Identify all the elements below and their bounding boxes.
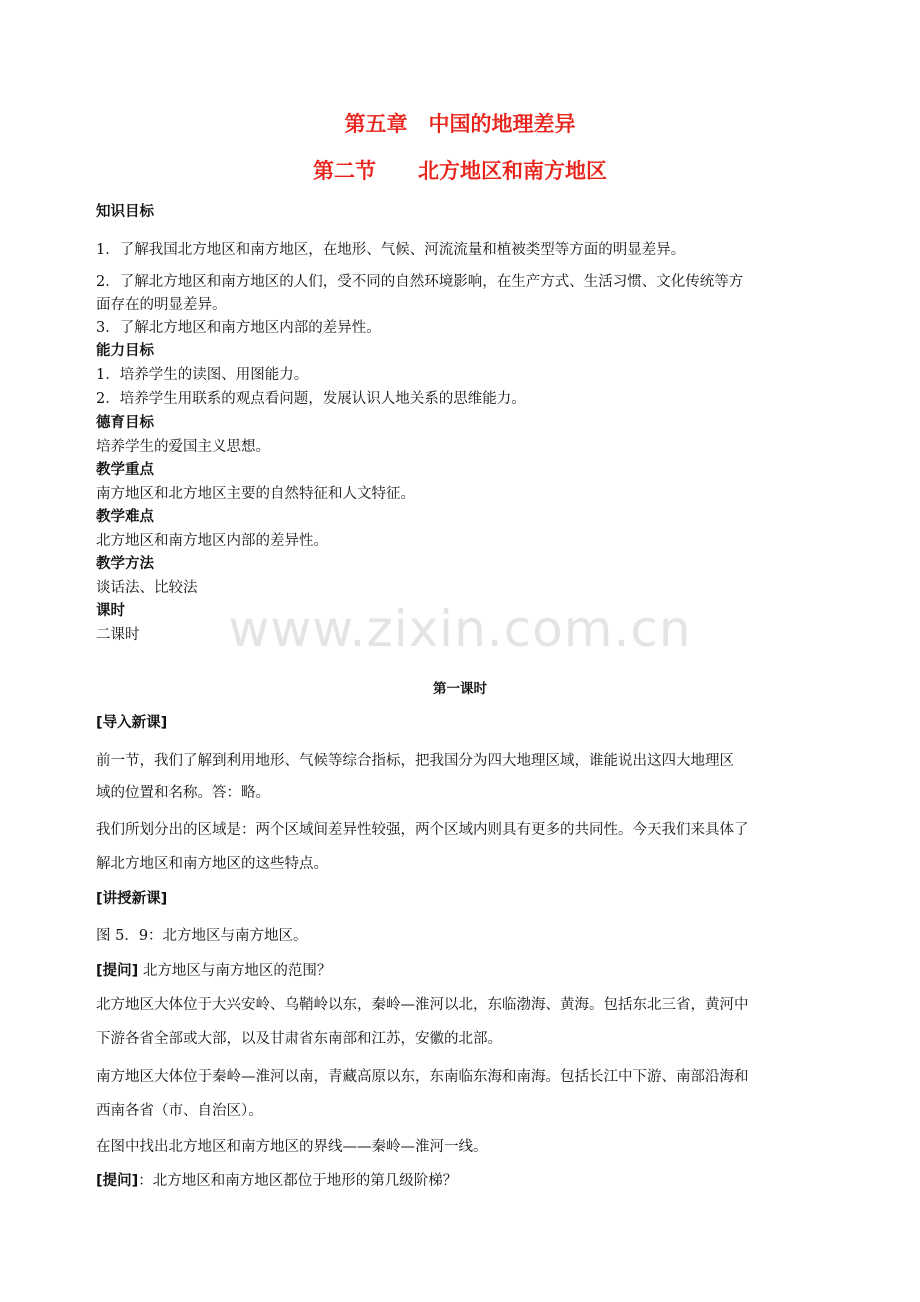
question-2-label: [提问] [96,1173,139,1189]
teaching-difficulties-heading: 教学难点 [96,509,154,525]
knowledge-objectives-heading: 知识目标 [96,204,154,220]
teach-heading: [讲授新课] [96,891,168,907]
figure-reference: 图 5．9：北方地区与南方地区。 [96,928,308,944]
moral-objectives-heading: 德育目标 [96,415,154,431]
intro-paragraph-1-line-1: 前一节，我们了解到利用地形、气候等综合指标，把我国分为四大地理区域，谁能说出这四大地理区 [96,753,734,769]
intro-paragraph-1-line-2: 域的位置和名称。答：略。 [96,785,270,801]
chapter-title: 第五章 中国的地理差异 [344,112,576,136]
ability-objective-2: 2．培养学生用联系的观点看问题，发展认识人地关系的思维能力。 [96,391,526,407]
knowledge-objective-3: 3．了解北方地区和南方地区内部的差异性。 [96,320,381,336]
teaching-key-points-heading: 教学重点 [96,462,154,478]
teaching-methods-text: 谈话法、比较法 [96,580,198,596]
question-2 [96,1171,457,1191]
intro-paragraph-2-line-1: 我们所划分出的区域是：两个区域间差异性较强，两个区域内则具有更多的共同性。今天我们来具体了 [96,822,749,838]
question-2-text: ：北方地区和南方地区都位于地形的第几级阶梯？ [138,1173,458,1189]
intro-heading: [导入新课] [96,715,168,731]
south-region-line-1: 南方地区大体位于秦岭—淮河以南，青藏高原以东，东南临东海和南海。包括长江中下游、南部沿海和 [96,1069,749,1085]
ability-objectives-heading: 能力目标 [96,343,154,359]
section-title: 第二节 北方地区和南方地区 [313,159,607,183]
knowledge-objective-1: 1．了解我国北方地区和南方地区，在地形、气候、河流流量和植被类型等方面的明显差异。 [96,242,686,258]
intro-paragraph-2-line-2: 解北方地区和南方地区的这些特点。 [96,856,328,872]
moral-objectives-text: 培养学生的爱国主义思想。 [96,439,270,455]
north-region-line-1: 北方地区大体位于大兴安岭、乌鞘岭以东，秦岭—淮河以北，东临渤海、黄海。包括东北三省，黄河中 [96,997,749,1013]
class-periods-text: 二课时 [96,627,140,643]
watermark: www.zixin.com.cn [228,600,692,658]
question-1 [96,961,331,981]
north-region-line-2: 下游各省全部或大部，以及甘肃省东南部和江苏，安徽的北部。 [96,1031,502,1047]
south-region-line-2: 西南各省（市、自治区）。 [96,1103,263,1119]
boundary-line-text: 在图中找出北方地区和南方地区的界线——秦岭—淮河一线。 [96,1139,488,1155]
question-1-label: [提问] [96,963,139,979]
question-1-text: 北方地区与南方地区的范围？ [138,963,332,979]
teaching-key-points-text: 南方地区和北方地区主要的自然特征和人文特征。 [96,486,415,502]
knowledge-objective-2-line-2: 面存在的明显差异。 [96,297,227,313]
teaching-methods-heading: 教学方法 [96,556,154,572]
ability-objective-1: 1．培养学生的读图、用图能力。 [96,367,309,383]
teaching-difficulties-text: 北方地区和南方地区内部的差异性。 [96,533,328,549]
class-periods-heading: 课时 [96,603,125,619]
knowledge-objective-2-line-1: 2．了解北方地区和南方地区的人们，受不同的自然环境影响，在生产方式、生活习惯、文化传统等方 [96,274,744,290]
first-period-heading: 第一课时 [433,681,487,697]
